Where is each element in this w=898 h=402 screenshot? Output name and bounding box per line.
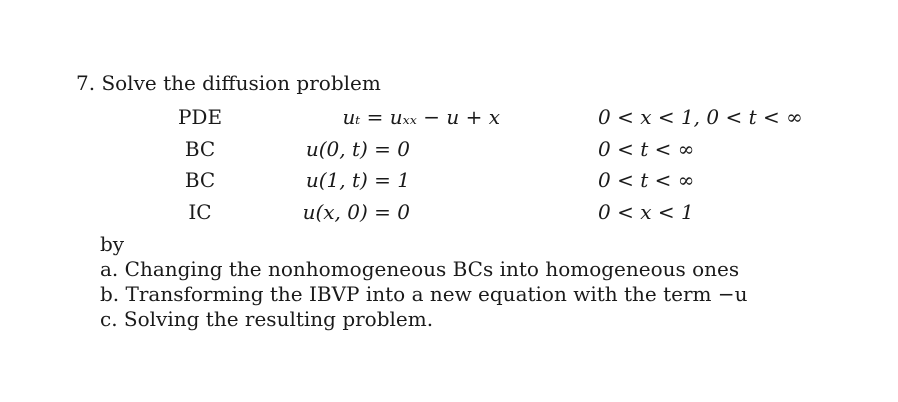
row-condition: 0 < t < ∞ bbox=[598, 137, 695, 161]
row-label: BC bbox=[184, 168, 216, 192]
row-condition: 0 < x < 1, 0 < t < ∞ bbox=[598, 105, 803, 129]
instructions bbox=[100, 232, 748, 332]
equation-row-bc-right bbox=[0, 167, 898, 193]
step-b: b. Transforming the IBVP into a new equation with the term −u bbox=[100, 282, 748, 306]
problem-title: 7. Solve the diffusion problem bbox=[76, 71, 381, 95]
row-equation: u(x, 0) = 0 bbox=[302, 200, 410, 224]
by-label: by bbox=[100, 232, 125, 256]
equation-row-pde bbox=[0, 104, 898, 130]
row-label: PDE bbox=[177, 105, 223, 129]
row-equation: uₜ = uₓₓ − u + x bbox=[342, 105, 500, 129]
step-a: a. Changing the nonhomogeneous BCs into homogeneous ones bbox=[100, 257, 740, 281]
row-condition: 0 < t < ∞ bbox=[598, 168, 695, 192]
row-equation: u(0, t) = 0 bbox=[305, 137, 410, 161]
row-equation: u(1, t) = 1 bbox=[305, 168, 410, 192]
step-c: c. Solving the resulting problem. bbox=[100, 307, 434, 331]
row-label: IC bbox=[188, 200, 212, 224]
equation-row-ic bbox=[0, 199, 898, 225]
row-condition: 0 < x < 1 bbox=[598, 200, 694, 224]
equation-row-bc-left bbox=[0, 136, 898, 162]
row-label: BC bbox=[184, 137, 216, 161]
